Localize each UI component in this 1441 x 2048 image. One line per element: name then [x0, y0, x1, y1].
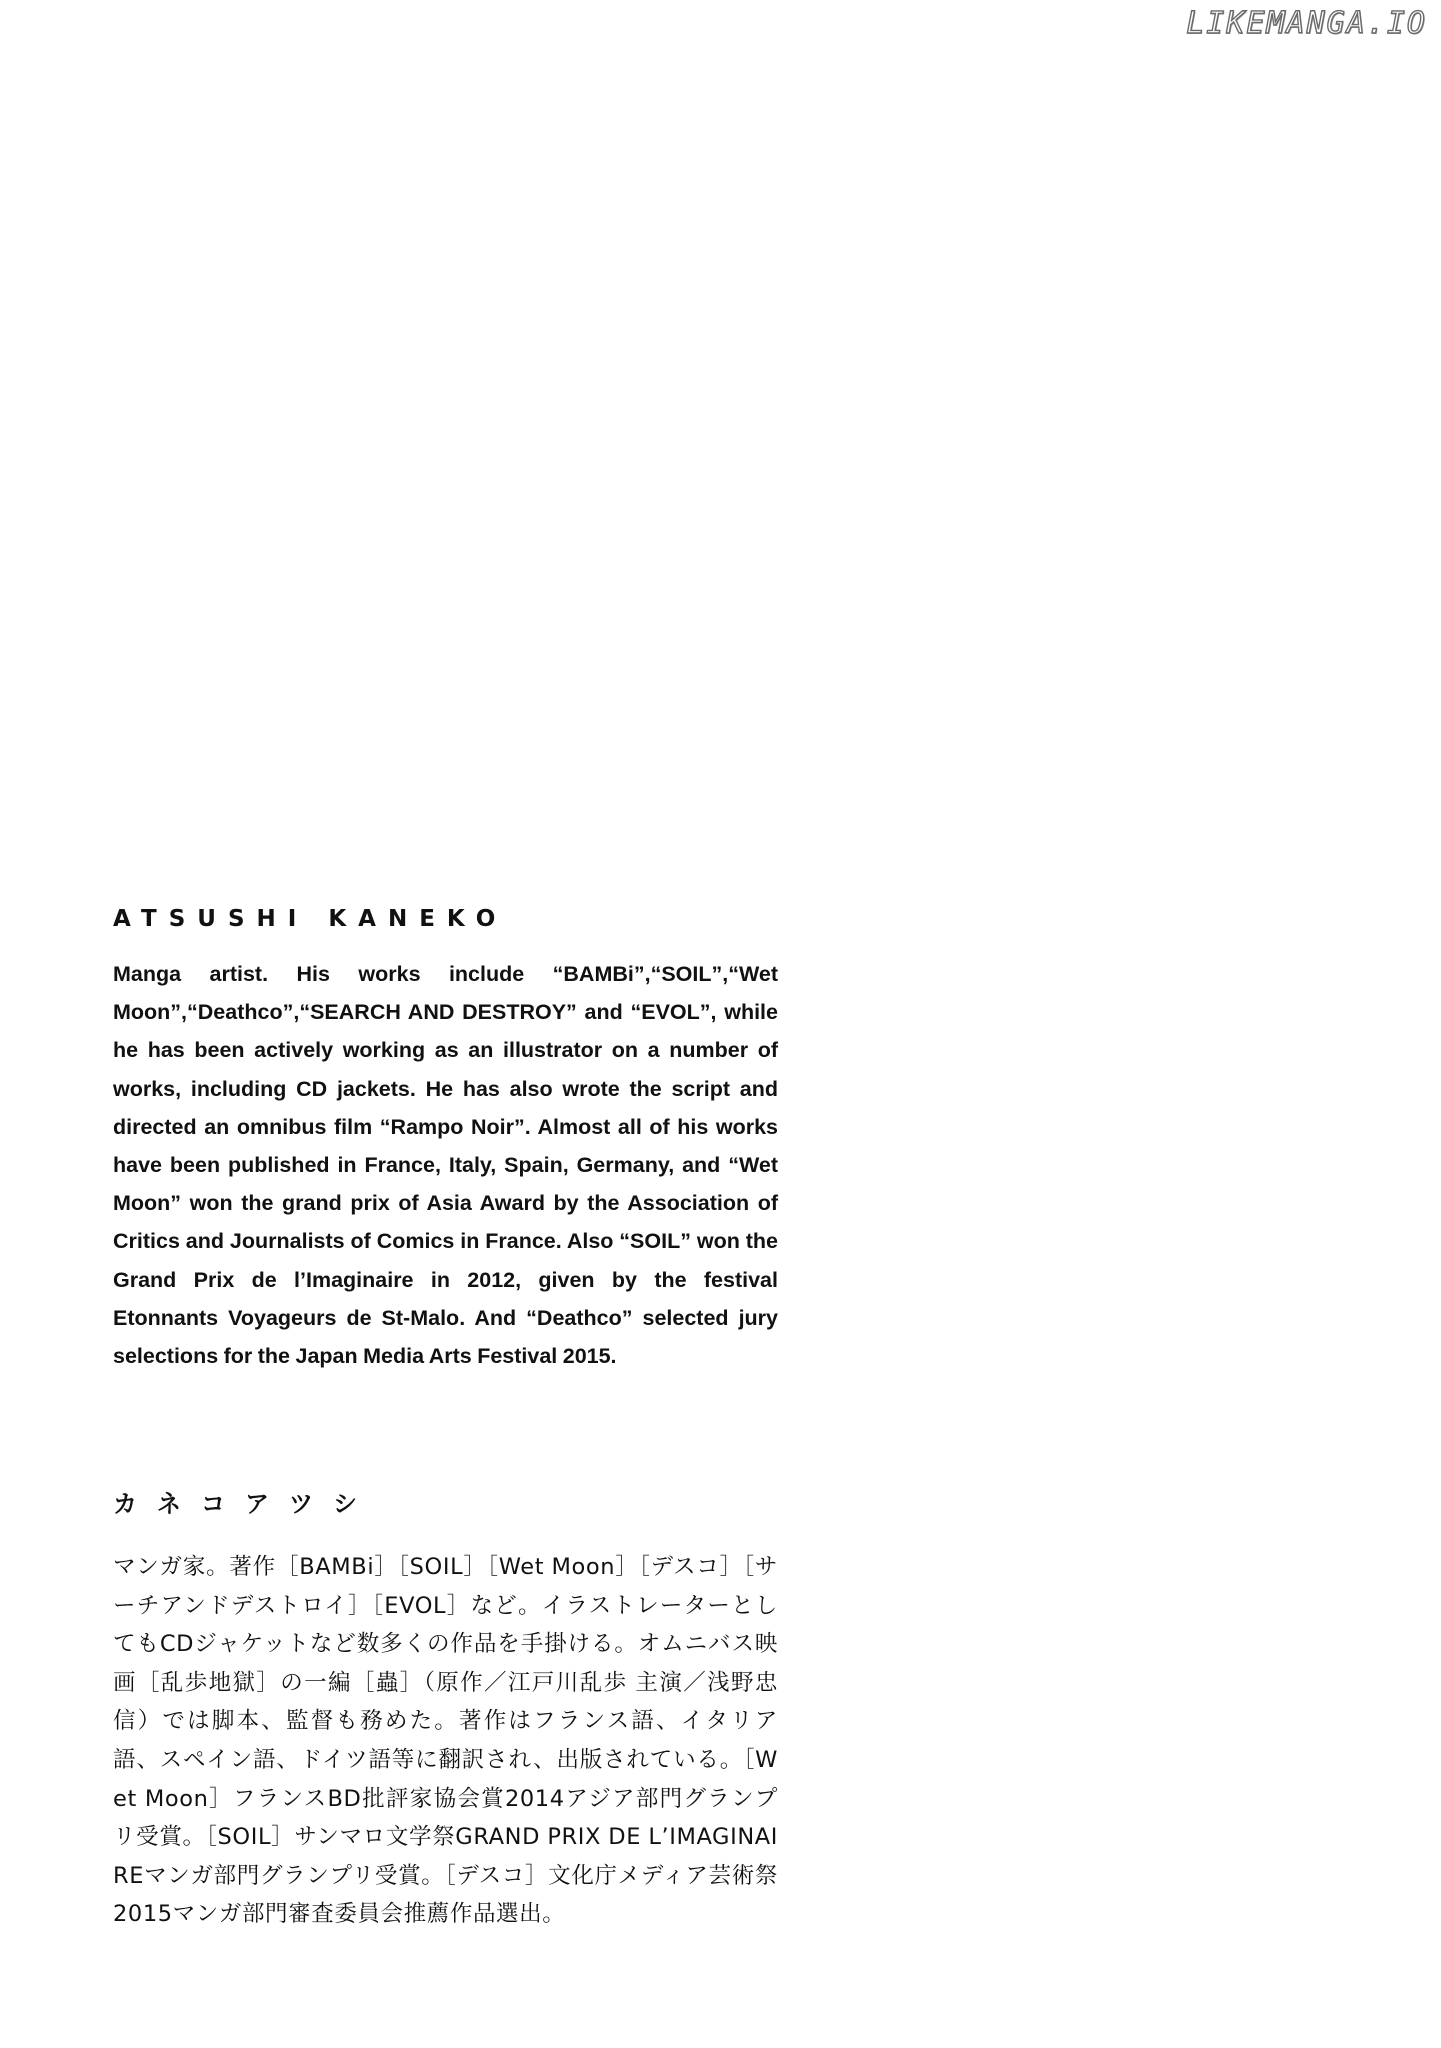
- japanese-bio-paragraph: マンガ家。著作［BAMBi］［SOIL］［Wet Moon］［デスコ］［サーチアンドデストロイ］［EVOL］など。イラストレーターとしてもCDジャケットなど数多くの作品を手掛ける。オムニバス映画［乱歩地獄］の一編［蟲］（原作／江戸川乱歩 主演／浅野忠信）では脚本、監督も務めた。著作はフランス語、イタリア語、スペイン語、ドイツ語等に翻訳され、出版されている。［Wet Moon］フランスBD批評家協会賞2014アジア部門グランプリ受賞。［SOIL］サンマロ文学祭GRAND PRIX DE L’IMAGINAIREマンガ部門グランプリ受賞。［デスコ］文化庁メディア芸術祭2015マンガ部門審査委員会推薦作品選出。: [113, 1554, 778, 1928]
- author-name-heading: ATSUSHI KANEKO: [113, 906, 508, 932]
- site-watermark: LIKEMANGA.IO: [1186, 6, 1427, 41]
- english-biography: [113, 905, 778, 1375]
- japanese-biography: [113, 1490, 778, 1934]
- english-bio-paragraph: Manga artist. His works include “BAMBi”,“SOIL”,“Wet Moon”,“Deathco”,“SEARCH AND DESTROY” and “EVOL”, while he has been actively working as an illustrator on a number of works, including CD jackets. He has also wrote the script and directed an omnibus film “Rampo Noir”. Almost all of his works have been published in France, Italy, Spain, Germany, and “Wet Moon” won the grand prix of Asia Award by the Association of Critics and Journalists of Comics in France. Also “SOIL” won the Grand Prix de l’Imaginaire in 2012, given by the festival Etonnants Voyageurs de St-Malo. And “Deathco” selected jury selections for the Japan Media Arts Festival 2015.: [113, 962, 778, 1369]
- author-name-heading-japanese: カネコアツシ: [113, 1490, 377, 1518]
